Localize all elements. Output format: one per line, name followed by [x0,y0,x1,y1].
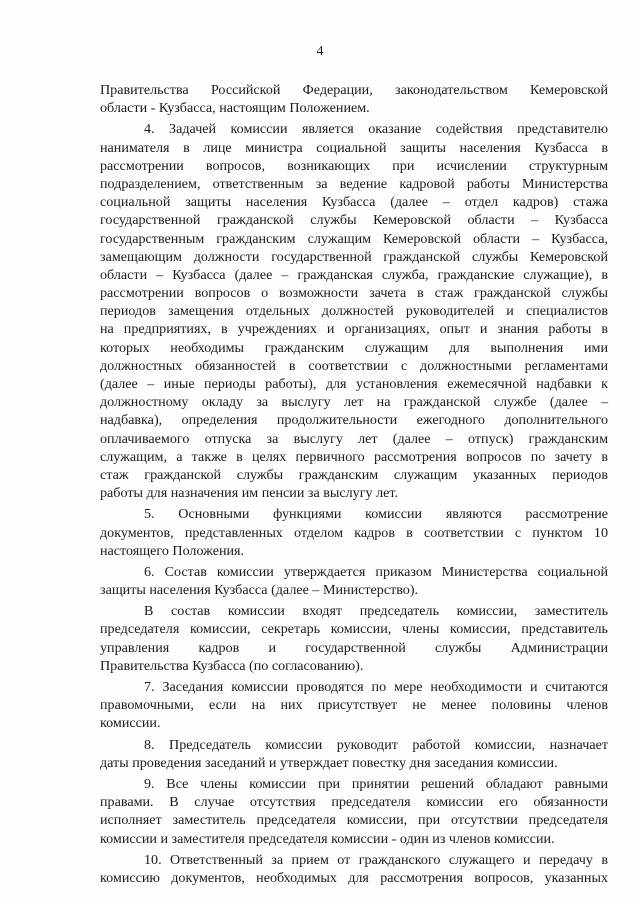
text-line: 4. Задачей комиссии является оказание содействия представителю [144,121,608,138]
paragraph [100,602,608,675]
paragraph [100,851,608,887]
text-line: комиссии и заместителя председателя комиссии - один из членов комиссии. [100,830,555,847]
text-line: области - Кузбасса, настоящим Положением. [100,100,370,117]
document-body [100,81,608,890]
text-line: государственным гражданским служащим Кемеровской области – Кузбасса, [100,230,608,247]
text-line: Правительства Кузбасса (по согласованию). [100,657,364,674]
paragraph [100,775,608,848]
text-line: исполняет заместитель председателя комиссии, при отсутствии председателя [100,812,608,829]
text-line: нанимателя в лице министра социальной защиты населения Кузбасса в [100,139,608,156]
text-line: замещающим должности государственной гражданской службы Кемеровской [100,248,608,265]
text-line: (далее – иные периоды работы), для установления ежемесячной надбавки к [100,376,608,392]
text-line: социальной защиты населения Кузбасса (далее – отдел кадров) стажа [100,194,608,211]
text-line: комиссии. [100,715,161,732]
paragraph [100,81,608,117]
page-number: 4 [316,44,324,59]
text-line: 6. Состав комиссии утверждается приказом Министерства социальной [144,563,608,580]
text-line: на предприятиях, в учреждениях и организациях, опыт и знания работы в [100,321,608,338]
paragraph [100,563,608,599]
text-line: комиссию документов, необходимых для рассмотрения вопросов, указанных [100,869,608,886]
text-line: председателя комиссии, секретарь комиссии, члены комиссии, представитель [100,621,608,638]
text-line: В состав комиссии входят председатель комиссии, заместитель [144,603,608,620]
text-line: управления кадров и государственной службы Администрации [100,639,608,656]
text-line: области – Кузбасса (далее – гражданская служба, гражданские служащие), в [100,266,608,283]
text-line: 9. Все члены комиссии при принятии решений обладают равными [144,775,608,792]
paragraph [100,505,608,560]
text-line: 5. Основными функциями комиссии являются рассмотрение [144,506,608,523]
text-line: служащим, а также в целях первичного рассмотрения вопросов по зачету в [100,448,608,465]
text-line: 7. Заседания комиссии проводятся по мере необходимости и считаются [144,679,608,695]
text-line: надбавка), определения продолжительности ежегодного дополнительного [100,412,608,429]
text-line: государственной гражданской службы Кемеровской области – Кузбасса [100,212,608,229]
paragraph [100,736,608,772]
text-line: должностному окладу за выслугу лет на гражданской службе (далее – [100,394,608,411]
text-line: Правительства Российской Федерации, законодательством Кемеровской [100,82,608,98]
text-line: которых необходимы гражданским служащим для выполнения ими [100,339,608,356]
text-line: правомочными, если на них присутствует не менее половины членов [100,697,608,714]
text-line: даты проведения заседаний и утверждает повестку дня заседания комиссии. [100,754,558,771]
text-line: 10. Ответственный за прием от гражданского служащего и передачу в [144,851,608,868]
text-line: рассмотрении вопросов о возможности зачета в стаж гражданской службы [100,285,608,302]
text-line: защиты населения Кузбасса (далее – Министерство). [100,582,419,599]
text-line: стаж гражданской службы гражданским служащим указанных периодов [100,466,608,483]
text-line: периодов замещения отдельных должностей руководителей и специалистов [100,303,608,320]
paragraph [100,678,608,733]
text-line: рассмотрении вопросов, возникающих при исчислении структурным [100,157,608,174]
text-line: оплачиваемого отпуска за выслугу лет (далее – отпуск) гражданским [100,430,608,447]
text-line: подразделением, ответственным за ведение кадровой работы Министерства [100,175,608,192]
paragraph [100,120,608,502]
text-line: правами. В случае отсутствия председателя комиссии его обязанности [100,794,608,811]
text-line: настоящего Положения. [100,542,245,559]
text-line: работы для назначения им пенсии за выслугу лет. [100,485,398,502]
text-line: должностных обязанностей в соответствии с должностными регламентами [100,357,608,374]
text-line: документов, представленных отделом кадров в соответствии с пунктом 10 [100,524,608,541]
text-line: 8. Председатель комиссии руководит работой комиссии, назначает [144,736,608,753]
